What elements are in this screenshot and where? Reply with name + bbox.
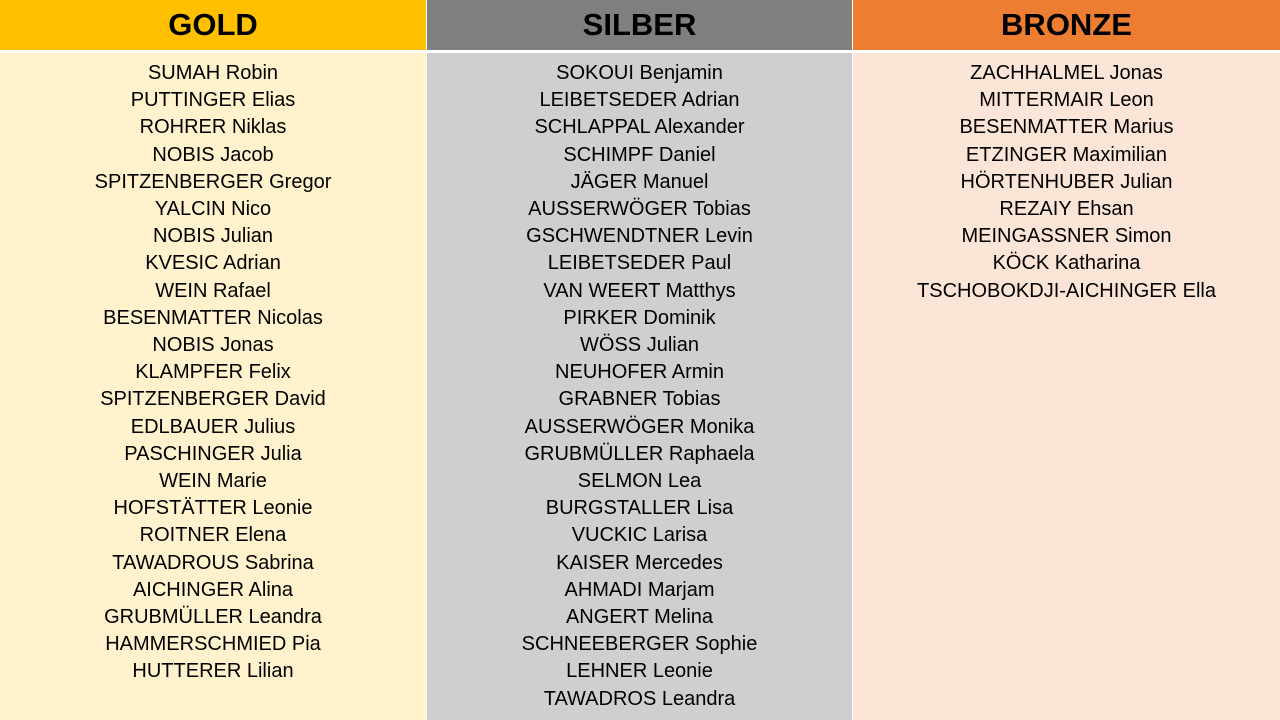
list-item: ZACHHALMEL Jonas [970,62,1163,84]
silver-header [426,0,852,53]
list-item: EDLBAUER Julius [130,415,296,438]
list-item: SPITZENBERGER Gregor [94,170,332,193]
list-item: AUSSERWÖGER Monika [524,415,755,438]
list-item: KLAMPFER Felix [135,361,291,384]
list-item: WEIN Rafael [155,279,271,302]
bronze-name-list [853,60,1280,305]
list-item: NEUHOFER Armin [555,361,724,384]
list-item: HUTTERER Lilian [132,660,294,683]
list-item: AHMADI Marjam [564,578,715,601]
list-item: HAMMERSCHMIED Pia [105,633,321,656]
list-item: GSCHWENDTNER Levin [526,225,753,248]
silver-title: SILBER [582,7,697,42]
list-item: MEINGASSNER Simon [961,225,1172,248]
list-item: SELMON Lea [577,470,702,493]
list-item: TSCHOBOKDJI-AICHINGER Ella [917,279,1216,302]
list-item: HOFSTÄTTER Leonie [113,497,313,520]
list-item: KÖCK Katharina [992,252,1141,275]
list-item: VUCKIC Larisa [571,524,708,547]
list-item: ANGERT Melina [565,606,714,629]
list-item: PIRKER Dominik [563,306,716,329]
list-item: ETZINGER Maximilian [965,143,1168,166]
list-item: KVESIC Adrian [145,252,281,275]
list-item: GRABNER Tobias [558,388,721,411]
list-item: AICHINGER Alina [132,578,294,601]
list-item: NOBIS Jacob [152,143,274,166]
gold-header [0,0,426,53]
list-item: LEIBETSEDER Adrian [539,89,740,112]
list-item: SCHNEEBERGER Sophie [521,633,758,656]
list-item: ROITNER Elena [139,524,287,547]
list-item: NOBIS Julian [152,225,274,248]
list-item: LEIBETSEDER Paul [547,252,732,275]
list-item: TAWADROS Leandra [543,687,736,710]
list-item: KAISER Mercedes [556,551,723,574]
list-item: PASCHINGER Julia [124,442,302,465]
list-item: SCHLAPPAL Alexander [534,116,745,139]
list-item: NOBIS Jonas [152,334,274,357]
gold-column [0,53,426,720]
list-item: BESENMATTER Nicolas [103,306,323,329]
bronze-header [852,0,1280,53]
list-item: TAWADROUS Sabrina [112,551,314,574]
list-item: HÖRTENHUBER Julian [960,170,1173,193]
list-item: GRUBMÜLLER Leandra [104,606,322,629]
list-item: SUMAH Robin [147,62,279,84]
gold-title: GOLD [168,7,258,42]
list-item: MITTERMAIR Leon [979,89,1154,112]
list-item: SPITZENBERGER David [100,388,326,411]
list-item: ROHRER Niklas [139,116,287,139]
list-item: WEIN Marie [159,470,267,493]
list-item: VAN WEERT Matthys [543,279,736,302]
list-item: SCHIMPF Daniel [563,143,716,166]
list-item: WÖSS Julian [580,334,699,357]
silver-column [426,53,852,720]
gold-name-list [0,60,426,686]
list-item: BURGSTALLER Lisa [545,497,734,520]
silver-name-list [427,60,852,713]
list-item: LEHNER Leonie [566,660,713,683]
bronze-title: BRONZE [1001,7,1132,42]
list-item: JÄGER Manuel [570,170,709,193]
list-item: YALCIN Nico [154,198,272,221]
list-item: AUSSERWÖGER Tobias [528,198,751,221]
list-item: PUTTINGER Elias [130,89,296,112]
bronze-column [852,53,1280,720]
list-item: BESENMATTER Marius [959,116,1174,139]
list-item: SOKOUI Benjamin [556,62,723,84]
list-item: GRUBMÜLLER Raphaela [524,442,755,465]
list-item: REZAIY Ehsan [999,198,1134,221]
